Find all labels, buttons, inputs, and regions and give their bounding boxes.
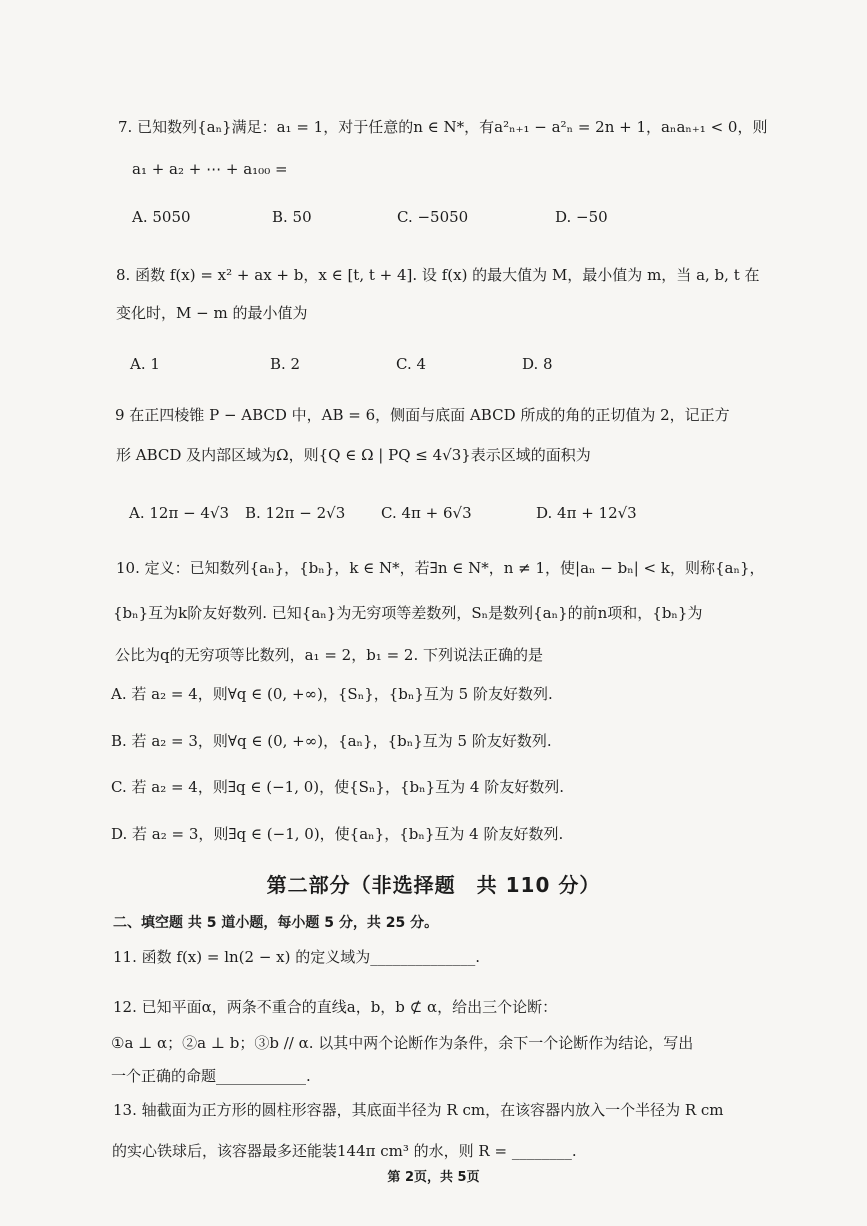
q8-line2: 变化时，M − m 的最小值为: [116, 304, 308, 322]
page-footer: 第 2页，共 5页: [387, 1170, 480, 1185]
q9-option-b: B. 12π − 2√3: [245, 504, 346, 522]
q8-option-c: C. 4: [396, 355, 427, 373]
q13-line1: 13. 轴截面为正方形的圆柱形容器，其底面半径为 R cm，在该容器内放入一个半径为 R cm: [113, 1101, 724, 1119]
q8-option-b: B. 2: [270, 355, 301, 373]
q12-line3: 一个正确的命题____________.: [111, 1067, 311, 1085]
part2-heading: 二、填空题 共 5 道小题，每小题 5 分，共 25 分。: [113, 915, 439, 931]
q10-option-c: C. 若 a₂ = 4，则∃q ∈ (−1, 0)，使{Sₙ}，{bₙ}互为 4 阶友好数列.: [111, 778, 565, 796]
q10-line1: 10. 定义：已知数列{aₙ}，{bₙ}，k ∈ N*，若∃n ∈ N*，n ≠ 1，使|aₙ − bₙ| < k，则称{aₙ}，: [116, 559, 765, 577]
q9-line1: 9 在正四棱锥 P − ABCD 中，AB = 6，侧面与底面 ABCD 所成的角的正切值为 2，记正方: [115, 406, 730, 424]
q8-options: [130, 353, 630, 375]
q12-line1: 12. 已知平面α，两条不重合的直线a，b，b ⊄ α，给出三个论断：: [113, 998, 558, 1016]
q7-option-b: B. 50: [272, 208, 312, 226]
q7-options: [132, 206, 732, 228]
q7-line1: 7. 已知数列{aₙ}满足：a₁ = 1，对于任意的n ∈ N*，有a²ₙ₊₁ − a²ₙ = 2n + 1，aₙaₙ₊₁ < 0，则: [118, 118, 768, 136]
q10-option-d: D. 若 a₂ = 3，则∃q ∈ (−1, 0)，使{aₙ}，{bₙ}互为 4 阶友好数列.: [111, 825, 564, 843]
q10-option-a: A. 若 a₂ = 4，则∀q ∈ (0, +∞)，{Sₙ}，{bₙ}互为 5 阶友好数列.: [111, 685, 553, 703]
q8-option-a: A. 1: [130, 355, 160, 373]
q8-option-d: D. 8: [522, 355, 553, 373]
q7-line2: a₁ + a₂ + ⋯ + a₁₀₀ =: [132, 160, 288, 178]
part2-title: 第二部分（非选择题 共 110 分）: [266, 873, 601, 897]
q9-option-c: C. 4π + 6√3: [381, 504, 472, 522]
q7-option-d: D. −50: [555, 208, 608, 226]
q10-line3: 公比为q的无穷项等比数列，a₁ = 2，b₁ = 2. 下列说法正确的是: [115, 646, 544, 664]
q12-line2: ①a ⊥ α；②a ⊥ b；③b // α. 以其中两个论断作为条件，余下一个论断作为结论，写出: [111, 1034, 694, 1052]
q9-option-a: A. 12π − 4√3: [129, 504, 230, 522]
q8-line1: 8. 函数 f(x) = x² + ax + b，x ∈ [t, t + 4]. 设 f(x) 的最大值为 M，最小值为 m，当 a, b, t 在: [116, 266, 760, 284]
q7-option-a: A. 5050: [132, 208, 191, 226]
q13-line2: 的实心铁球后，该容器最多还能装144π cm³ 的水，则 R = ________.: [112, 1142, 577, 1160]
q9-options: [129, 502, 689, 524]
q9-line2: 形 ABCD 及内部区域为Ω，则{Q ∈ Ω | PQ ≤ 4√3}表示区域的面积为: [116, 446, 591, 464]
q10-line2: {bₙ}互为k阶友好数列. 已知{aₙ}为无穷项等差数列，Sₙ是数列{aₙ}的前n项和，{bₙ}为: [113, 604, 703, 622]
q11-line1: 11. 函数 f(x) = ln(2 − x) 的定义域为______________.: [113, 948, 481, 966]
q9-option-d: D. 4π + 12√3: [536, 504, 637, 522]
q10-option-b: B. 若 a₂ = 3，则∀q ∈ (0, +∞)，{aₙ}，{bₙ}互为 5 阶友好数列.: [111, 732, 552, 750]
q7-option-c: C. −5050: [397, 208, 469, 226]
